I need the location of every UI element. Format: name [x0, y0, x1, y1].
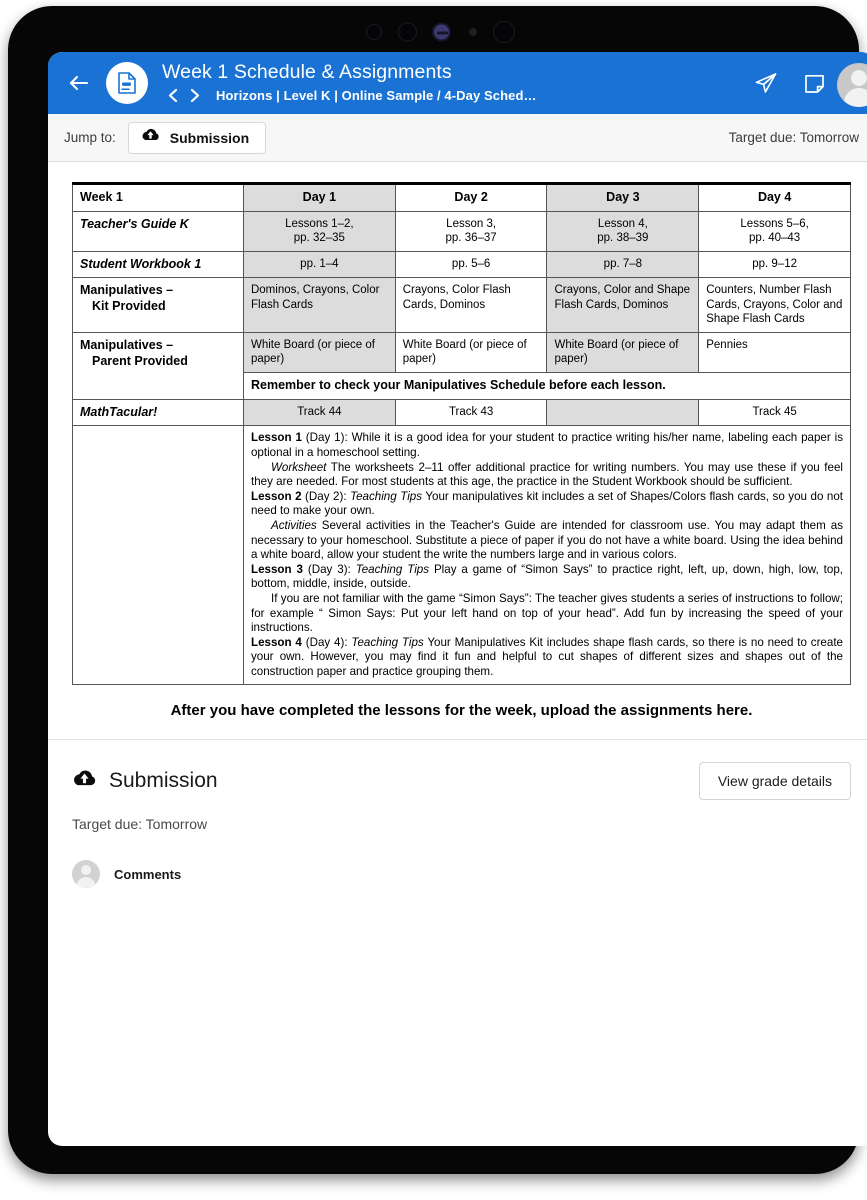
table-header-row — [73, 184, 851, 212]
lesson-note-paragraph: If you are not familiar with the game “Simon Says”: The teacher gives students a series of instructions to follow; for example “ Simon Says: Put your left hand on top of your head”. Add fun by increasing the speed of your instructions. — [250, 591, 843, 635]
send-paper-plane-icon[interactable] — [753, 70, 779, 96]
table-cell: White Board (or piece of paper) — [547, 332, 699, 372]
jump-to-submission-button[interactable] — [128, 122, 266, 154]
table-cell: Track 45 — [699, 399, 851, 426]
table-cell: Crayons, Color and Shape Flash Cards, Dominos — [547, 278, 699, 332]
breadcrumb-text[interactable]: Horizons | Level K | Online Sample / 4-Day Sched… — [216, 87, 537, 103]
sensor-ring-3 — [493, 21, 515, 43]
day-header-cell: Day 3 — [547, 184, 699, 212]
day-header-cell: Day 4 — [699, 184, 851, 212]
cloud-upload-icon — [72, 769, 97, 793]
assignment-content — [48, 162, 867, 888]
avatar-body — [844, 88, 867, 107]
table-cell: pp. 7–8 — [547, 251, 699, 278]
tablet-screen — [48, 52, 867, 1146]
view-grade-details-button[interactable]: View grade details — [699, 762, 851, 800]
comments-label: Comments — [114, 866, 182, 882]
table-row — [73, 211, 851, 251]
lesson-note-paragraph: Lesson 1 (Day 1): While it is a good idea for your student to practice writing his/her name, labeling each paper is optional in a homeschool setting. — [250, 431, 843, 459]
day-header-cell: Day 1 — [243, 184, 395, 212]
lesson-notes-row — [73, 426, 851, 685]
chevron-right-icon[interactable] — [184, 85, 206, 105]
table-row — [73, 251, 851, 278]
jump-to-bar — [48, 114, 867, 162]
lesson-note-paragraph: Lesson 2 (Day 2): Teaching Tips Your manipulatives kit includes a set of Shapes/Colors flash cards, so you do not need to make your own. — [250, 489, 844, 518]
table-cell: Dominos, Crayons, Color Flash Cards — [243, 278, 395, 332]
lesson-note-paragraph: Lesson 3 (Day 3): Teaching Tips Play a game of “Simon Says” to practice right, left, up, down, high, low, top, bottom, middle, inside, outside. — [250, 562, 843, 591]
row-label-cell: Student Workbook 1 — [73, 251, 244, 278]
row-label-cell: Teacher's Guide K — [73, 211, 244, 251]
avatar-head — [851, 70, 867, 86]
table-row — [73, 399, 851, 426]
sensor-dot — [469, 28, 477, 36]
submission-target-due: Target due: Tomorrow — [72, 816, 208, 833]
front-camera-icon — [432, 23, 451, 42]
lesson-notes-cell — [243, 426, 850, 685]
table-cell: Lesson 4, pp. 38–39 — [547, 211, 699, 251]
submission-title: Submission — [109, 769, 218, 793]
lesson-note-paragraph: Lesson 4 (Day 4): Teaching Tips Your Manipulatives Kit includes shape flash cards, so there is no need to create your own. However, you may find it fun and helpful to cut shapes of different sizes and shapes out of the construction paper and practice grouping them. — [250, 635, 843, 678]
table-cell: pp. 5–6 — [395, 251, 547, 278]
tablet-device-frame — [8, 6, 859, 1174]
manipulatives-reminder-text: Remember to check your Manipulatives Schedule before each lesson. — [243, 372, 850, 399]
cloud-upload-icon — [141, 128, 160, 147]
jump-to-label: Jump to: — [64, 130, 116, 145]
lesson-note-paragraph: Activities Several activities in the Teacher's Guide are intended for classroom use. You may adapt them as necessary to your homeschool. Substitute a piece of paper if you do not have a white board. Using the idea behind a white board, allow your student the write the numbers large and in various colors. — [250, 518, 843, 562]
user-avatar[interactable] — [837, 63, 867, 107]
table-cell: Crayons, Color Flash Cards, Dominos — [395, 278, 547, 332]
table-cell: Pennies — [699, 332, 851, 372]
row-label-cell: Manipulatives – Kit Provided — [73, 278, 244, 332]
table-cell: pp. 1–4 — [243, 251, 395, 278]
row-label-cell: MathTacular! — [73, 399, 244, 426]
table-row — [73, 278, 851, 332]
submission-section — [48, 740, 867, 888]
table-row — [73, 332, 851, 372]
upload-instruction-text: After you have completed the lessons for the week, upload the assignments here. — [170, 702, 753, 720]
submission-header — [72, 762, 851, 800]
table-cell: Lessons 5–6, pp. 40–43 — [699, 211, 851, 251]
lesson-note-paragraph: Worksheet The worksheets 2–11 offer additional practice for writing numbers. You may use these if you feel they are needed. For most students at this age, the practice in the Student Workbook should be sufficient. — [250, 460, 843, 489]
assignment-document-icon — [106, 62, 148, 104]
breadcrumb — [162, 85, 739, 105]
avatar-head — [81, 865, 91, 875]
header-title-block — [162, 61, 739, 105]
comment-user-avatar — [72, 860, 100, 888]
day-header-cell: Day 2 — [395, 184, 547, 212]
sticky-note-icon[interactable] — [801, 70, 827, 96]
table-cell: Lesson 3, pp. 36–37 — [395, 211, 547, 251]
bezel-sensor-cluster — [8, 20, 859, 44]
app-header-bar — [48, 52, 867, 114]
table-cell — [547, 399, 699, 426]
target-due-header: Target due: Tomorrow — [728, 130, 859, 145]
sensor-ring-2 — [398, 23, 417, 42]
sensor-ring-1 — [366, 24, 382, 40]
table-cell: Counters, Number Flash Cards, Crayons, Color and Shape Flash Cards — [699, 278, 851, 332]
table-cell: Lessons 1–2, pp. 32–35 — [243, 211, 395, 251]
jump-to-submission-label: Submission — [169, 129, 250, 146]
chevron-left-icon[interactable] — [162, 85, 184, 105]
page-title: Week 1 Schedule & Assignments — [162, 61, 452, 83]
week-label-cell: Week 1 — [73, 184, 244, 212]
comments-row[interactable] — [72, 860, 851, 888]
week-schedule-table — [72, 182, 851, 685]
table-cell: pp. 9–12 — [699, 251, 851, 278]
table-cell: White Board (or piece of paper) — [395, 332, 547, 372]
table-cell: Track 43 — [395, 399, 547, 426]
avatar-body — [77, 877, 96, 888]
table-cell: White Board (or piece of paper) — [243, 332, 395, 372]
row-label-cell: Manipulatives – Parent Provided — [73, 332, 244, 399]
table-cell: Track 44 — [243, 399, 395, 426]
back-arrow-icon[interactable] — [64, 68, 94, 98]
schedule-worksheet — [48, 162, 867, 685]
lesson-notes-spacer — [73, 426, 244, 685]
